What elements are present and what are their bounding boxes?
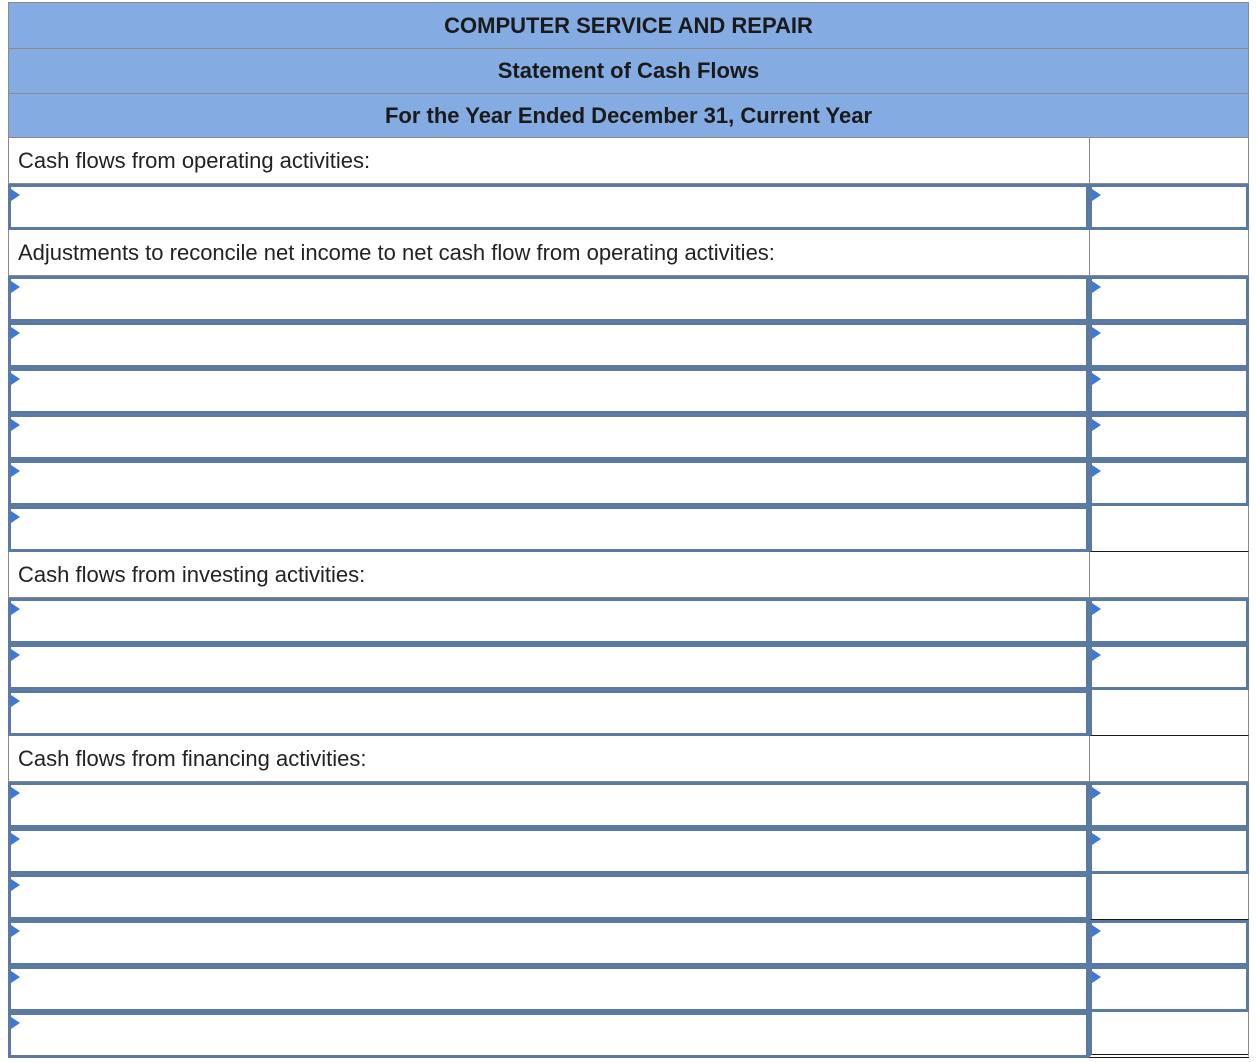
operating-total-dropdown[interactable]	[8, 506, 1089, 552]
dropdown-arrow-icon	[1092, 787, 1101, 799]
adjustment-amount-field-2[interactable]	[1092, 325, 1246, 365]
dropdown-arrow-icon	[11, 189, 20, 201]
investing-total-row	[8, 690, 1249, 736]
financing-total-input[interactable]	[11, 877, 1086, 917]
investing-section-row	[8, 552, 1249, 598]
financing-item-input-1[interactable]	[11, 785, 1086, 825]
dropdown-arrow-icon	[11, 327, 20, 339]
operating-amount-field-1[interactable]	[1092, 187, 1246, 227]
investing-total-dropdown[interactable]	[8, 690, 1089, 736]
dropdown-arrow-icon	[11, 971, 20, 983]
adjustment-amount-input-3[interactable]	[1089, 368, 1249, 414]
investing-activities-label: Cash flows from investing activities:	[8, 552, 1089, 598]
operating-amount-input-1[interactable]	[1089, 184, 1249, 230]
financing-item-dropdown-2[interactable]	[8, 828, 1089, 874]
cash-flow-statement-table	[8, 2, 1249, 1058]
investing-label-amount-cell	[1089, 552, 1249, 598]
dropdown-arrow-icon	[1092, 281, 1101, 293]
net-change-amount-input[interactable]	[1089, 920, 1249, 966]
investing-total-amount-field[interactable]	[1092, 690, 1248, 735]
financing-section-row	[8, 736, 1249, 782]
statement-title-header: Statement of Cash Flows	[8, 48, 1249, 93]
adjustment-row	[8, 414, 1249, 460]
adjustment-row	[8, 460, 1249, 506]
adjustment-item-input-4[interactable]	[11, 417, 1086, 457]
dropdown-arrow-icon	[11, 925, 20, 937]
investing-item-input-1[interactable]	[11, 601, 1086, 641]
dropdown-arrow-icon	[1092, 925, 1101, 937]
ending-cash-dropdown[interactable]	[8, 1012, 1089, 1058]
dropdown-arrow-icon	[11, 1017, 20, 1029]
operating-total-amount-field[interactable]	[1092, 506, 1248, 551]
investing-total-input[interactable]	[11, 693, 1086, 733]
financing-amount-field-2[interactable]	[1092, 831, 1246, 871]
dropdown-arrow-icon	[1092, 603, 1101, 615]
adjustment-row	[8, 276, 1249, 322]
adjustments-label-amount-cell	[1089, 230, 1249, 276]
net-change-input[interactable]	[11, 923, 1086, 963]
financing-total-row	[8, 874, 1249, 920]
operating-activities-label: Cash flows from operating activities:	[8, 138, 1089, 184]
dropdown-arrow-icon	[11, 419, 20, 431]
investing-amount-input-2[interactable]	[1089, 644, 1249, 690]
operating-total-row	[8, 506, 1249, 552]
investing-row	[8, 598, 1249, 644]
financing-amount-input-2[interactable]	[1089, 828, 1249, 874]
investing-amount-input-1[interactable]	[1089, 598, 1249, 644]
operating-label-amount-cell	[1089, 138, 1249, 184]
beginning-cash-amount-input[interactable]	[1089, 966, 1249, 1012]
adjustment-amount-input-2[interactable]	[1089, 322, 1249, 368]
adjustments-section-row	[8, 230, 1249, 276]
adjustment-item-dropdown-3[interactable]	[8, 368, 1089, 414]
adjustment-amount-field-3[interactable]	[1092, 371, 1246, 411]
ending-cash-row	[8, 1012, 1249, 1058]
financing-label-amount-cell	[1089, 736, 1249, 782]
adjustment-item-input-3[interactable]	[11, 371, 1086, 411]
period-header: For the Year Ended December 31, Current Year	[8, 93, 1249, 138]
investing-amount-field-2[interactable]	[1092, 647, 1246, 687]
adjustment-item-dropdown-4[interactable]	[8, 414, 1089, 460]
ending-cash-amount-field[interactable]	[1092, 1012, 1248, 1054]
financing-row	[8, 828, 1249, 874]
investing-row	[8, 644, 1249, 690]
dropdown-arrow-icon	[1092, 971, 1101, 983]
adjustment-item-input-5[interactable]	[11, 463, 1086, 503]
adjustment-item-dropdown-2[interactable]	[8, 322, 1089, 368]
investing-item-dropdown-2[interactable]	[8, 644, 1089, 690]
dropdown-arrow-icon	[1092, 649, 1101, 661]
adjustment-item-input-2[interactable]	[11, 325, 1086, 365]
net-change-row	[8, 920, 1249, 966]
operating-total-amount[interactable]	[1089, 506, 1249, 552]
dropdown-arrow-icon	[11, 373, 20, 385]
beginning-cash-row	[8, 966, 1249, 1012]
adjustment-item-dropdown-1[interactable]	[8, 276, 1089, 322]
financing-total-amount[interactable]	[1089, 874, 1249, 920]
company-name-header: COMPUTER SERVICE AND REPAIR	[8, 2, 1249, 48]
adjustment-item-input-1[interactable]	[11, 279, 1086, 319]
dropdown-arrow-icon	[1092, 419, 1101, 431]
dropdown-arrow-icon	[11, 879, 20, 891]
dropdown-arrow-icon	[11, 833, 20, 845]
beginning-cash-amount-field[interactable]	[1092, 969, 1246, 1009]
adjustment-amount-field-4[interactable]	[1092, 417, 1246, 457]
adjustment-amount-input-5[interactable]	[1089, 460, 1249, 506]
net-change-amount-field[interactable]	[1092, 923, 1246, 963]
investing-item-dropdown-1[interactable]	[8, 598, 1089, 644]
adjustment-item-dropdown-5[interactable]	[8, 460, 1089, 506]
operating-total-input[interactable]	[11, 509, 1086, 549]
operating-section-row	[8, 138, 1249, 184]
operating-entry-row	[8, 184, 1249, 230]
financing-amount-field-1[interactable]	[1092, 785, 1246, 825]
adjustments-label: Adjustments to reconcile net income to net cash flow from operating activities:	[8, 230, 1089, 276]
adjustment-amount-input-1[interactable]	[1089, 276, 1249, 322]
dropdown-arrow-icon	[1092, 465, 1101, 477]
investing-amount-field-1[interactable]	[1092, 601, 1246, 641]
dropdown-arrow-icon	[11, 649, 20, 661]
dropdown-arrow-icon	[11, 695, 20, 707]
financing-amount-input-1[interactable]	[1089, 782, 1249, 828]
net-change-dropdown[interactable]	[8, 920, 1089, 966]
investing-item-input-2[interactable]	[11, 647, 1086, 687]
financing-total-amount-field[interactable]	[1092, 874, 1248, 919]
beginning-cash-input[interactable]	[11, 969, 1086, 1009]
adjustment-amount-input-4[interactable]	[1089, 414, 1249, 460]
operating-item-input-1[interactable]	[11, 187, 1086, 227]
financing-activities-label: Cash flows from financing activities:	[8, 736, 1089, 782]
ending-cash-amount[interactable]	[1089, 1012, 1249, 1058]
ending-cash-input[interactable]	[11, 1015, 1086, 1055]
dropdown-arrow-icon	[11, 511, 20, 523]
dropdown-arrow-icon	[11, 281, 20, 293]
adjustment-row	[8, 322, 1249, 368]
dropdown-arrow-icon	[1092, 189, 1101, 201]
dropdown-arrow-icon	[11, 787, 20, 799]
dropdown-arrow-icon	[1092, 373, 1101, 385]
beginning-cash-dropdown[interactable]	[8, 966, 1089, 1012]
dropdown-arrow-icon	[1092, 833, 1101, 845]
investing-total-amount[interactable]	[1089, 690, 1249, 736]
adjustment-amount-field-1[interactable]	[1092, 279, 1246, 319]
operating-item-dropdown-1[interactable]	[8, 184, 1089, 230]
adjustment-amount-field-5[interactable]	[1092, 463, 1246, 503]
dropdown-arrow-icon	[11, 603, 20, 615]
dropdown-arrow-icon	[11, 465, 20, 477]
adjustment-row	[8, 368, 1249, 414]
financing-item-dropdown-1[interactable]	[8, 782, 1089, 828]
financing-row	[8, 782, 1249, 828]
financing-total-dropdown[interactable]	[8, 874, 1089, 920]
dropdown-arrow-icon	[1092, 327, 1101, 339]
financing-item-input-2[interactable]	[11, 831, 1086, 871]
